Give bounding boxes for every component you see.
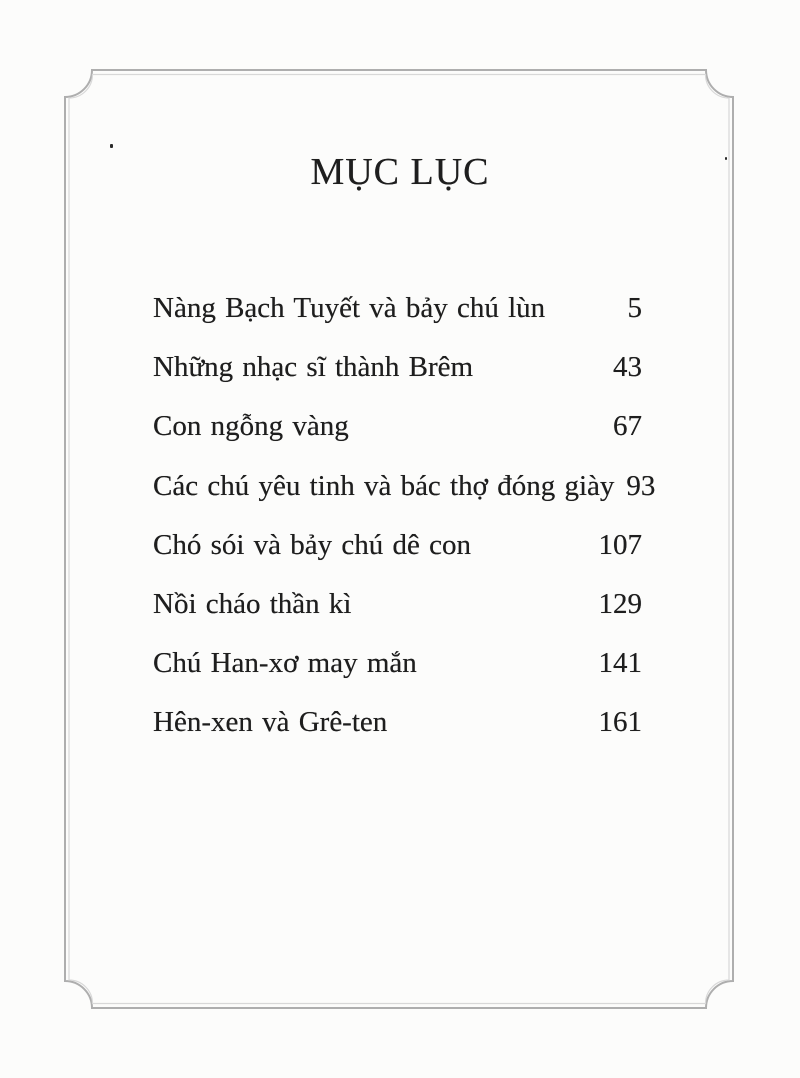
toc-entry-page-number: 43 [613, 351, 642, 384]
toc-entry [153, 351, 642, 410]
toc-entry [153, 469, 656, 529]
toc-entry-title: Nàng Bạch Tuyết và bảy chú lùn [153, 292, 546, 324]
toc-entry [153, 529, 642, 588]
toc-entry-title: Chú Han-xơ may mắn [153, 647, 417, 680]
toc-entry-page-number: 129 [598, 587, 642, 620]
toc-entry-title: Nồi cháo thần kì [153, 587, 352, 620]
toc-entry-page-number: 67 [613, 410, 642, 443]
toc-entry-page-number: 161 [598, 706, 642, 739]
toc-entry [153, 292, 642, 351]
toc-entry-title: Con ngỗng vàng [153, 410, 349, 443]
toc-entry-title: Những nhạc sĩ thành Brêm [153, 351, 474, 384]
toc-entry [153, 647, 642, 706]
toc-entry-title: Các chú yêu tinh và bác thợ đóng giày [153, 469, 615, 502]
page-title: MỤC LỤC [310, 151, 490, 193]
toc-entry [153, 706, 642, 765]
toc-entry-title: Chó sói và bảy chú dê con [153, 528, 472, 561]
table-of-contents [153, 292, 656, 766]
toc-entry-title: Hên-xen và Grê-ten [153, 706, 388, 739]
scan-speck [110, 144, 113, 148]
toc-entry [153, 410, 642, 469]
toc-entry-page-number: 93 [626, 469, 656, 502]
toc-entry-page-number: 141 [598, 647, 642, 680]
toc-entry-page-number: 5 [627, 292, 642, 324]
toc-entry [153, 588, 642, 647]
toc-entry-page-number: 107 [598, 528, 642, 561]
